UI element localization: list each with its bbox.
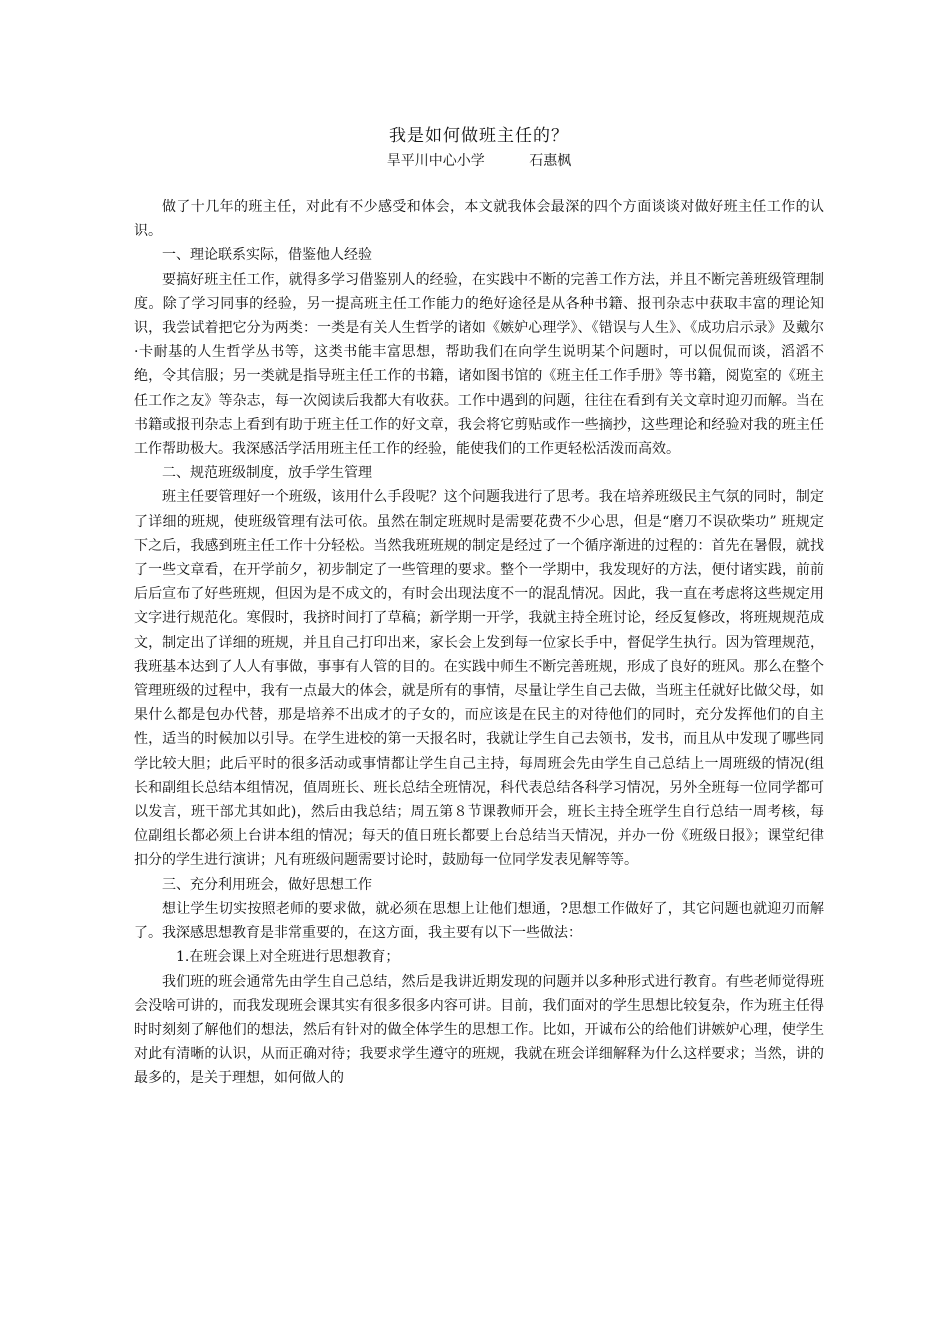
author-school: 旱平川中心小学 (386, 153, 485, 169)
document-title: 我是如何做班主任的？ (389, 126, 569, 146)
section-2-paragraph: 班主任要管理好一个班级，该用什么手段呢？这个问题我进行了思考。我在培养班级民主气氛的同时，制定了详细的班规，使班级管理有法可依。虽然在制定班规时是需要花费不少心思，但是“磨刀不误砍柴功” 班规定下之后，我感到班主任工作十分轻松。当然我班班规的制定是经过了一个循序渐进的过程的：首先在暑假，就找了一些文章看，在开学前夕，初步制定了一些管理的要求。整个一学期中，我发现好的方法，便付诸实践，前前后后宣布了好些班规，但因为是不成文的，有时会出现法度不一的混乱情况。因此，我一直在考虑将这些规定用文字进行规范化。寒假时，我挤时间打了草稿；新学期一开学，我就主持全班讨论，经反复修改，将班规规范成文，制定出了详细的班规，并且自己打印出来，家长会上发到每一位家长手中，督促学生执行。因为管理规范，我班基本达到了人人有事做，事事有人管的目的。在实践中师生不断完善班规，形成了良好的班风。那么在整个管理班级的过程中，我有一点最大的体会，就是所有的事情，尽量让学生自己去做，当班主任就好比做父母，如果什么都是包办代替，那是培养不出成才的子女的，而应该是在民主的对待他们的同时，充分发挥他们的自主性，适当的时候加以引导。在学生进校的第一天报名时，我就让学生自己去领书，发书，而且从中发现了哪些同学比较大胆；此后平时的很多活动或事情都让学生自己主持，每周班会先由学生自己总结上一周班级的情况(组长和副组长总结本组情况，值周班长、班长总结全班情况，科代表总结各科学习情况，另外全班每一位同学都可以发言，班干部尤其如此)，然后由我总结；周五第８节课教师开会，班长主持全班学生自行总结一周考核，每位副组长都必须上台讲本组的情况；每天的值日班长都要上台总结当天情况，并办一份《班级日报》；课堂纪律扣分的学生进行演讲；凡有班级问题需要讨论时，鼓励每一位同学发表见解等等。 (134, 489, 824, 869)
section-1-heading: 一、理论联系实际，借鉴他人经验 (162, 247, 372, 264)
section-3-heading: 三、充分利用班会，做好思想工作 (162, 876, 372, 893)
document-page (134, 123, 824, 1091)
author-name: 石惠枫 (529, 153, 572, 169)
section-1-paragraph: 要搞好班主任工作，就得多学习借鉴别人的经验，在实践中不断的完善工作方法，并且不断完善班级管理制度。除了学习同事的经验，另一提高班主任工作能力的绝好途径是从各种书籍、报刊杂志中获取丰富的理论知识，我尝试着把它分为两类：一类是有关人生哲学的诸如《嫉妒心理学》、《错误与人生》、《成功启示录》及戴尔·卡耐基的人生哲学丛书等，这类书能丰富思想，帮助我们在向学生说明某个问题时，可以侃侃而谈，滔滔不绝，令其信服；另一类就是指导班主任工作的书籍，诸如图书馆的《班主任工作手册》等书籍，阅览室的《班主任工作之友》等杂志，每一次阅读后我都大有收获。工作中遇到的问题，往往在看到有关文章时迎刃而解。当在书籍或报刊杂志上看到有助于班主任工作的好文章，我会将它剪贴或作一些摘抄，这些理论和经验对我的班主任工作帮助极大。我深感活学活用班主任工作的经验，能使我们的工作更轻松活泼而高效。 (134, 271, 824, 458)
section-3-paragraph: 想让学生切实按照老师的要求做，就必须在思想上让他们想通，?思想工作做好了，其它问题也就迎刃而解了。我深感思想教育是非常重要的，在这方面，我主要有以下一些做法： (134, 900, 824, 942)
section-2-heading: 二、规范班级制度，放手学生管理 (162, 465, 372, 482)
byline (134, 149, 824, 173)
section-3-item-1: 1.在班会课上对全班进行思想教育； (176, 949, 400, 966)
section-3-item-1-paragraph: 我们班的班会通常先由学生自己总结，然后是我讲近期发现的问题并以多种形式进行教育。有些老师觉得班会没啥可讲的，而我发现班会课其实有很多很多内容可讲。目前，我们面对的学生思想比较复杂，作为班主任得时时刻刻了解他们的想法，然后有针对的做全体学生的思想工作。比如，开诚布公的给他们讲嫉妒心理，使学生对此有清晰的认识，从而正确对待；我要求学生遵守的班规，我就在班会详细解释为什么这样要求；当然，讲的最多的，是关于理想，如何做人的 (134, 973, 824, 1087)
intro-paragraph: 做了十几年的班主任，对此有不少感受和体会，本文就我体会最深的四个方面谈谈对做好班主任工作的认识。 (134, 199, 824, 240)
